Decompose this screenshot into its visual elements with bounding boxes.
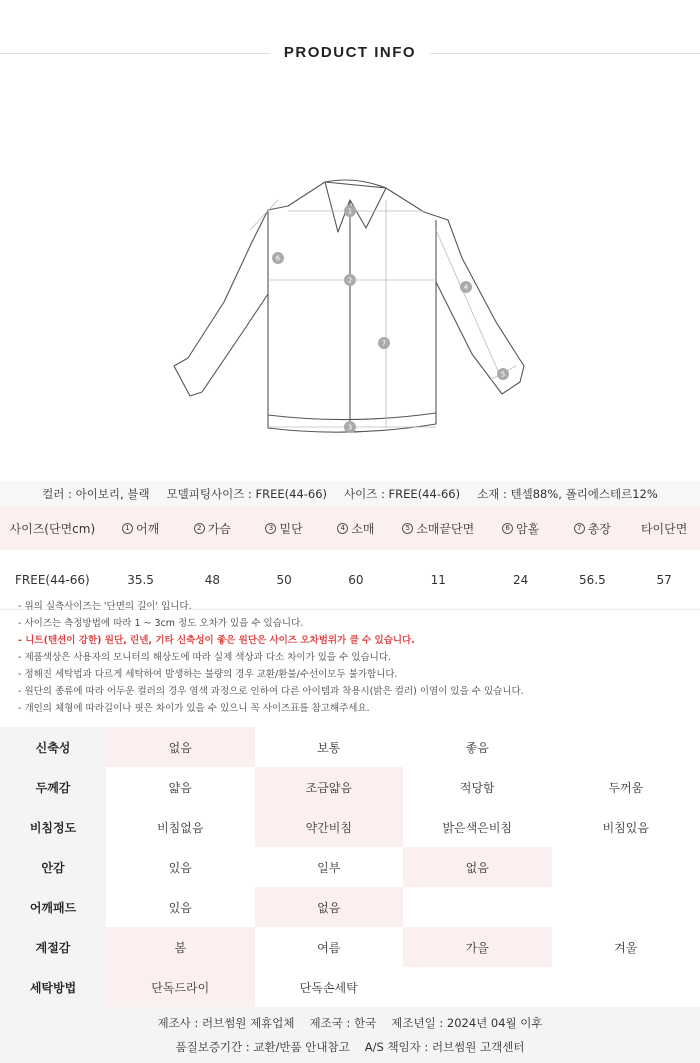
property-option: 봄	[106, 927, 255, 967]
size-notes	[18, 598, 688, 717]
property-option	[403, 967, 552, 1007]
property-option	[552, 727, 700, 767]
property-label: 두께감	[0, 767, 106, 807]
property-option: 비침있음	[602, 820, 649, 835]
property-option	[552, 847, 700, 887]
note-line-highlight: - 니트(텐션이 강한) 원단, 린넨, 기타 신축성이 좋은 원단은 사이즈 오차범위가 클 수 있습니다.	[18, 635, 415, 646]
divider-left	[0, 53, 270, 54]
property-row-lining	[0, 847, 700, 887]
property-option: 단독손세탁	[299, 980, 358, 995]
note-line: - 정해진 세탁법과 다르게 세탁하여 발생하는 불량의 경우 교환/환불/수선이모두 불가합니다.	[18, 669, 398, 680]
info-color: 컬러 : 아이보리, 블랙	[42, 486, 150, 501]
property-option: 두꺼움	[608, 780, 644, 795]
property-option: 단독드라이	[106, 967, 255, 1007]
property-option	[552, 967, 700, 1007]
svg-text:1: 1	[347, 207, 353, 216]
value-sleeve: 60	[348, 572, 364, 587]
property-option: 밝은색은비침	[442, 820, 513, 835]
manufacturer-footer	[0, 1007, 700, 1063]
property-option: 있음	[168, 900, 192, 915]
property-option	[552, 887, 700, 927]
size-table	[0, 506, 700, 610]
property-option: 보통	[317, 740, 341, 755]
marker-6	[272, 252, 284, 264]
header-shoulder: 1 어깨	[105, 506, 177, 550]
property-table	[0, 727, 700, 1007]
header-length: 7 총장	[557, 506, 629, 550]
svg-text:3: 3	[347, 423, 353, 432]
header-tie: 타이단면	[640, 521, 688, 536]
property-option	[403, 887, 552, 927]
property-option: 얇음	[168, 780, 192, 795]
value-chest: 48	[204, 572, 220, 587]
value-length: 56.5	[579, 572, 606, 587]
footer-date: 제조년일 : 2024년 04월 이후	[391, 1016, 543, 1030]
header-armhole: 6 암홀	[485, 506, 557, 550]
divider-right	[430, 53, 700, 54]
footer-country: 제조국 : 한국	[309, 1016, 377, 1030]
value-hem: 50	[276, 572, 292, 587]
note-line: - 개인의 체형에 따라길이나 핏은 차이가 있을 수 있으니 꼭 사이즈표를 참고해주세요.	[18, 703, 370, 714]
value-tie: 57	[656, 572, 672, 587]
value-sleeve-end: 11	[430, 572, 446, 587]
header-hem: 3 밑단	[248, 506, 320, 550]
note-line: - 위의 실측사이즈는 '단면의 길이' 입니다.	[18, 601, 192, 612]
header-size: 사이즈(단면cm)	[9, 521, 96, 536]
value-shoulder: 35.5	[127, 572, 154, 587]
property-row-washing	[0, 967, 700, 1007]
property-row-sheerness	[0, 807, 700, 847]
property-label: 안감	[0, 847, 106, 887]
section-header	[0, 0, 700, 105]
info-model-size: 모델피팅사이즈 : FREE(44-66)	[166, 486, 328, 501]
marker-2	[344, 274, 356, 286]
property-option: 비침없음	[157, 820, 204, 835]
property-label: 세탁방법	[0, 967, 106, 1007]
svg-text:7: 7	[381, 339, 387, 348]
property-option: 없음	[255, 887, 404, 927]
property-label: 어깨패드	[0, 887, 106, 927]
header-sleeve: 4 소매	[320, 506, 392, 550]
info-material: 소재 : 텐셀88%, 폴리에스테르12%	[477, 486, 658, 501]
note-line: - 원단의 종류에 따라 어두운 컬러의 경우 염색 과정으로 인하여 다른 아이템과 착용시(밝은 컬러) 이염이 있을 수 있습니다.	[18, 686, 524, 697]
note-line: - 제품색상은 사용자의 모니터의 해상도에 따라 실제 색상과 다소 차이가 있을 수 있습니다.	[18, 652, 392, 663]
shirt-outline-illustration	[160, 170, 540, 445]
garment-diagram	[160, 170, 540, 445]
section-title: PRODUCT INFO	[283, 44, 417, 61]
svg-text:5: 5	[500, 370, 506, 379]
property-option: 좋음	[465, 740, 489, 755]
footer-warranty: 품질보증기간 : 교환/반품 안내참고	[175, 1040, 350, 1054]
marker-1	[344, 205, 356, 217]
property-row-season	[0, 927, 700, 967]
property-option: 없음	[106, 727, 255, 767]
property-row-shoulder-pad	[0, 887, 700, 927]
row-label: FREE(44-66)	[15, 572, 90, 587]
property-option: 겨울	[614, 940, 638, 955]
marker-3	[344, 421, 356, 433]
property-option: 적당함	[459, 780, 495, 795]
svg-text:6: 6	[275, 254, 281, 263]
marker-7	[378, 337, 390, 349]
property-row-thickness	[0, 767, 700, 807]
property-label: 계절감	[0, 927, 106, 967]
footer-line-1	[0, 1011, 700, 1035]
footer-as: A/S 책임자 : 러브썸원 고객센터	[364, 1040, 525, 1054]
size-table-header	[0, 506, 700, 550]
property-option: 있음	[168, 860, 192, 875]
header-chest: 2 가슴	[176, 506, 248, 550]
property-label: 비침정도	[0, 807, 106, 847]
footer-maker: 제조사 : 러브썸원 제휴업체	[157, 1016, 295, 1030]
property-option: 없음	[403, 847, 552, 887]
marker-5	[497, 368, 509, 380]
footer-line-2	[0, 1035, 700, 1059]
property-option: 일부	[317, 860, 341, 875]
header-sleeve-end: 5 소매끝단면	[392, 506, 485, 550]
property-label: 신축성	[0, 727, 106, 767]
info-size: 사이즈 : FREE(44-66)	[344, 486, 461, 501]
property-option: 약간비침	[255, 807, 404, 847]
marker-4	[460, 281, 472, 293]
property-option: 조금얇음	[255, 767, 404, 807]
property-row-stretch	[0, 727, 700, 767]
note-line: - 사이즈는 측정방법에 따라 1 ~ 3cm 정도 오차가 있을 수 있습니다.	[18, 618, 304, 629]
svg-text:2: 2	[347, 276, 353, 285]
value-armhole: 24	[513, 572, 529, 587]
property-option: 가을	[403, 927, 552, 967]
svg-text:4: 4	[463, 283, 469, 292]
product-info-bar	[0, 481, 700, 506]
property-option: 여름	[317, 940, 341, 955]
